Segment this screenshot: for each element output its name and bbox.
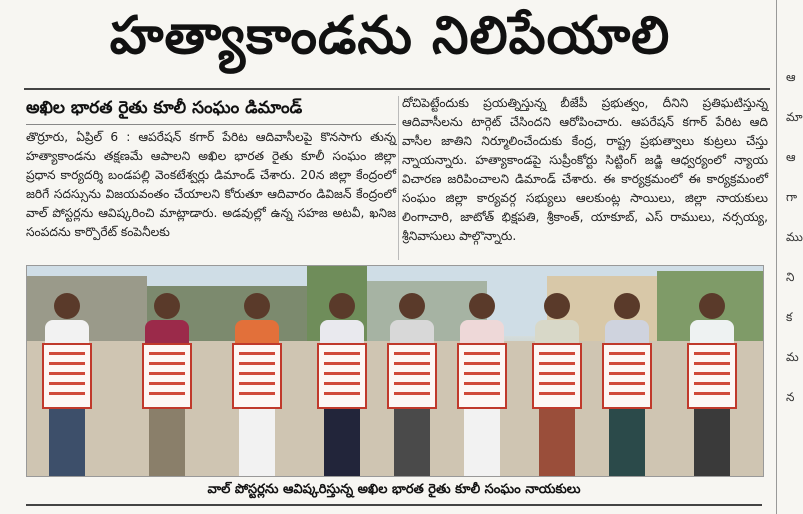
poster-text-line bbox=[394, 382, 430, 385]
poster-text-line bbox=[539, 372, 575, 375]
poster-text-line bbox=[49, 392, 85, 395]
article-column-right bbox=[402, 94, 768, 262]
poster-text-line bbox=[609, 382, 645, 385]
person-head bbox=[244, 293, 270, 319]
person-head bbox=[54, 293, 80, 319]
poster-text-line bbox=[49, 372, 85, 375]
poster-text-line bbox=[609, 352, 645, 355]
person-head bbox=[399, 293, 425, 319]
poster-text-line bbox=[149, 372, 185, 375]
poster-text-line bbox=[394, 372, 430, 375]
poster-text-line bbox=[464, 362, 500, 365]
poster-text-line bbox=[149, 392, 185, 395]
person-head bbox=[154, 293, 180, 319]
person-head bbox=[544, 293, 570, 319]
adjacent-column-glyph: ని bbox=[786, 270, 795, 284]
article-column-left bbox=[26, 128, 396, 258]
article-paragraph-left: తొర్రూరు, ఏప్రిల్ 6 : ఆపరేషన్ కగార్ పేరిట ఆదివాసీలపై కొనసాగు తున్న హత్యాకాండను తక్షణమే ఆపాలని అఖిల భారత రైతు కూలీ సంఘం జిల్లా ప్రధాన కార్యదర్శి బండపల్లి వెంకటేశ్వర్లు డిమాండ్ చేశారు. 20న జిల్లా కేంద్రంలో జరిగే సదస్సును విజయవంతం చేయాలని కోరుతూ ఆదివారం డివిజన్ కేంద్రంలో వాల్ పోస్టర్లను ఆవిష్కరించి మాట్లాడారు. అడవుల్లో ఉన్న సహజ అటవీ, ఖనిజ సంపదను కార్పొరేట్ కంపెనీలకు bbox=[26, 130, 396, 239]
poster-text-line bbox=[49, 382, 85, 385]
poster-text-line bbox=[694, 362, 730, 365]
adjacent-column-glyph: న bbox=[786, 390, 795, 404]
poster-text-line bbox=[394, 352, 430, 355]
poster-text-line bbox=[464, 372, 500, 375]
poster-text-line bbox=[324, 382, 360, 385]
news-photo bbox=[26, 265, 764, 477]
poster-text-line bbox=[464, 382, 500, 385]
person-head bbox=[469, 293, 495, 319]
poster-text-line bbox=[239, 352, 275, 355]
adjacent-column-glyph: క bbox=[786, 310, 793, 324]
poster-text-line bbox=[49, 352, 85, 355]
article-paragraph-right: దోచిపెట్టేందుకు ప్రయత్నిస్తున్న బీజేపీ ప్రభుత్వం, దీనిని ప్రతిఘటిస్తున్న ఆదివాసీలను టార్గెట్ చేసిందని ఆరోపించారు. ఆపరేషన్ కగార్ పేరిట ఆది వాసీల జాతిని నిర్మూలించేందుకు కేంద్ర, రాష్ట్ర ప్రభుత్వాలు కుట్రలు చేస్తు న్నాయన్నారు. హత్యాకాండపై సుప్రీంకోర్టు సిట్టింగ్ జడ్జి ఆధ్వర్యంలో న్యాయ విచారణ జరిపించాలని డిమాండ్ చేశారు. ఈ కార్యక్రమంలో ఈ కార్యక్రమంలో సంఘం జిల్లా కార్యవర్గ సభ్యులు ఆలకుంట్ల సాయిలు, జిల్లా నాయకులు లింగాచారి, జాటోత్ భిక్షపతి, శ్రీకాంత్, యాకూబ్, ఎస్ రాములు, నర్సయ్య, శ్రీనివాసులు పాల్గొన్నారు. bbox=[402, 96, 768, 243]
adjacent-column-glyph: గా bbox=[786, 190, 798, 204]
adjacent-column-glyph: మ bbox=[786, 350, 799, 364]
poster-text-line bbox=[394, 362, 430, 365]
poster-text-line bbox=[149, 362, 185, 365]
column-divider bbox=[398, 96, 399, 260]
person-head bbox=[614, 293, 640, 319]
poster-text-line bbox=[49, 362, 85, 365]
poster-text-line bbox=[239, 382, 275, 385]
poster-text-line bbox=[149, 352, 185, 355]
poster-text-line bbox=[464, 352, 500, 355]
poster-text-line bbox=[239, 372, 275, 375]
poster-text-line bbox=[539, 352, 575, 355]
poster-text-line bbox=[609, 392, 645, 395]
poster-text-line bbox=[324, 372, 360, 375]
adjacent-column-glyph: ఆ bbox=[786, 70, 796, 84]
poster-text-line bbox=[539, 382, 575, 385]
person-head bbox=[699, 293, 725, 319]
poster-text-line bbox=[239, 392, 275, 395]
poster-text-line bbox=[694, 352, 730, 355]
news-photo-illustration bbox=[27, 266, 763, 476]
photo-caption: వాల్ పోస్టర్లను ఆవిష్కరిస్తున్న అఖిల భారత రైతు కూలీ సంఘం నాయకులు bbox=[26, 478, 762, 506]
poster-text-line bbox=[539, 392, 575, 395]
poster-text-line bbox=[149, 382, 185, 385]
poster-text-line bbox=[539, 362, 575, 365]
poster-text-line bbox=[324, 362, 360, 365]
adjacent-column-glyph: ఆ bbox=[786, 150, 796, 164]
poster-text-line bbox=[694, 372, 730, 375]
subheadline: అఖిల భారత రైతు కూలీ సంఘం డిమాండ్ bbox=[26, 98, 396, 125]
person-head bbox=[329, 293, 355, 319]
poster-text-line bbox=[324, 352, 360, 355]
poster-text-line bbox=[694, 382, 730, 385]
headline-rule bbox=[24, 88, 770, 90]
poster-text-line bbox=[239, 362, 275, 365]
poster-text-line bbox=[464, 392, 500, 395]
poster-text-line bbox=[694, 392, 730, 395]
page-edge-rule bbox=[776, 0, 777, 514]
headline: హత్యాకాండను నిలిపేయాలి bbox=[109, 5, 671, 66]
poster-text-line bbox=[394, 392, 430, 395]
poster-text-line bbox=[609, 362, 645, 365]
adjacent-column-glyph: మా bbox=[786, 110, 803, 124]
poster-text-line bbox=[609, 372, 645, 375]
poster-text-line bbox=[324, 392, 360, 395]
adjacent-column-glyph: ము bbox=[786, 230, 803, 244]
